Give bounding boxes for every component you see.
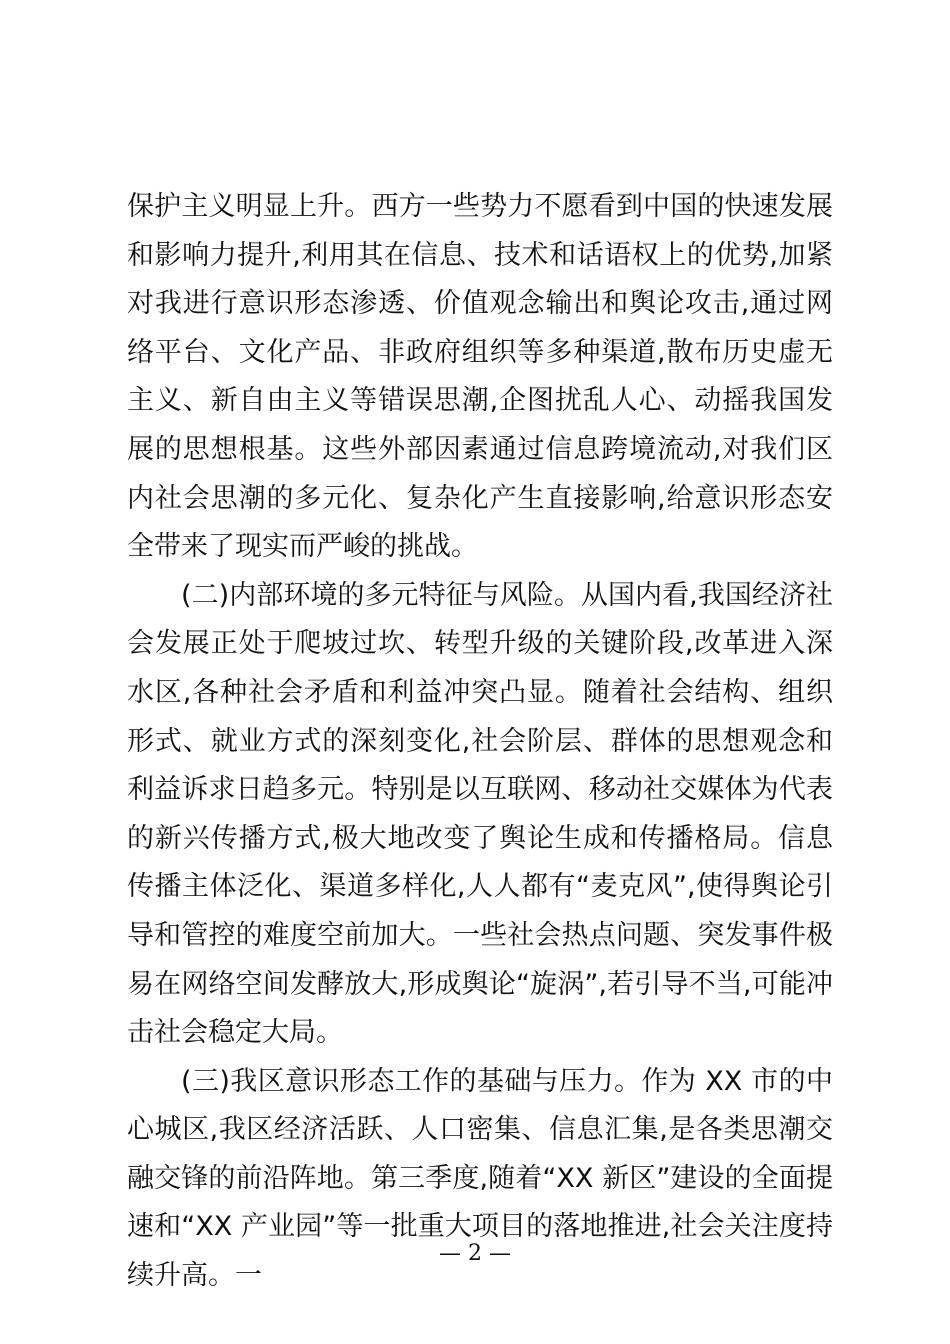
- paragraph-external-environment: 保护主义明显上升。西方一些势力不愿看到中国的快速发展和影响力提升,利用其在信息、技术和话语权上的优势,加紧对我进行意识形态渗透、价值观念输出和舆论攻击,通过网络平台、文化产品、非政府组织等多种渠道,散布历史虚无主义、新自由主义等错误思潮,企图扰乱人心、动摇我国发展的思想根基。这些外部因素通过信息跨境流动,对我们区内社会思潮的多元化、复杂化产生直接影响,给意识形态安全带来了现实而严峻的挑战。: [127, 191, 833, 563]
- paragraph-district-work-basis: (三)我区意识形态工作的基础与压力。作为 XX 市的中心城区,我区经济活跃、人口密集、信息汇集,是各类思潮交融交锋的前沿阵地。第三季度,随着“XX 新区”建设的全面提速和“XX 产业园”等一批重大项目的落地推进,社会关注度持续升高。一: [127, 1065, 833, 1292]
- document-body: [127, 183, 833, 1301]
- paragraph-internal-environment: (二)内部环境的多元特征与风险。从国内看,我国经济社会发展正处于爬坡过坎、转型升级的关键阶段,改革进入深水区,各种社会矛盾和利益冲突凸显。随着社会结构、组织形式、就业方式的深刻变化,社会阶层、群体的思想观念和利益诉求日趋多元。特别是以互联网、移动社交媒体为代表的新兴传播方式,极大地改变了舆论生成和传播格局。信息传播主体泛化、渠道多样化,人人都有“麦克风”,使得舆论引导和管控的难度空前加大。一些社会热点问题、突发事件极易在网络空间发酵放大,形成舆论“旋涡”,若引导不当,可能冲击社会稳定大局。: [127, 579, 833, 1049]
- page-number: — 2 —: [439, 1241, 511, 1266]
